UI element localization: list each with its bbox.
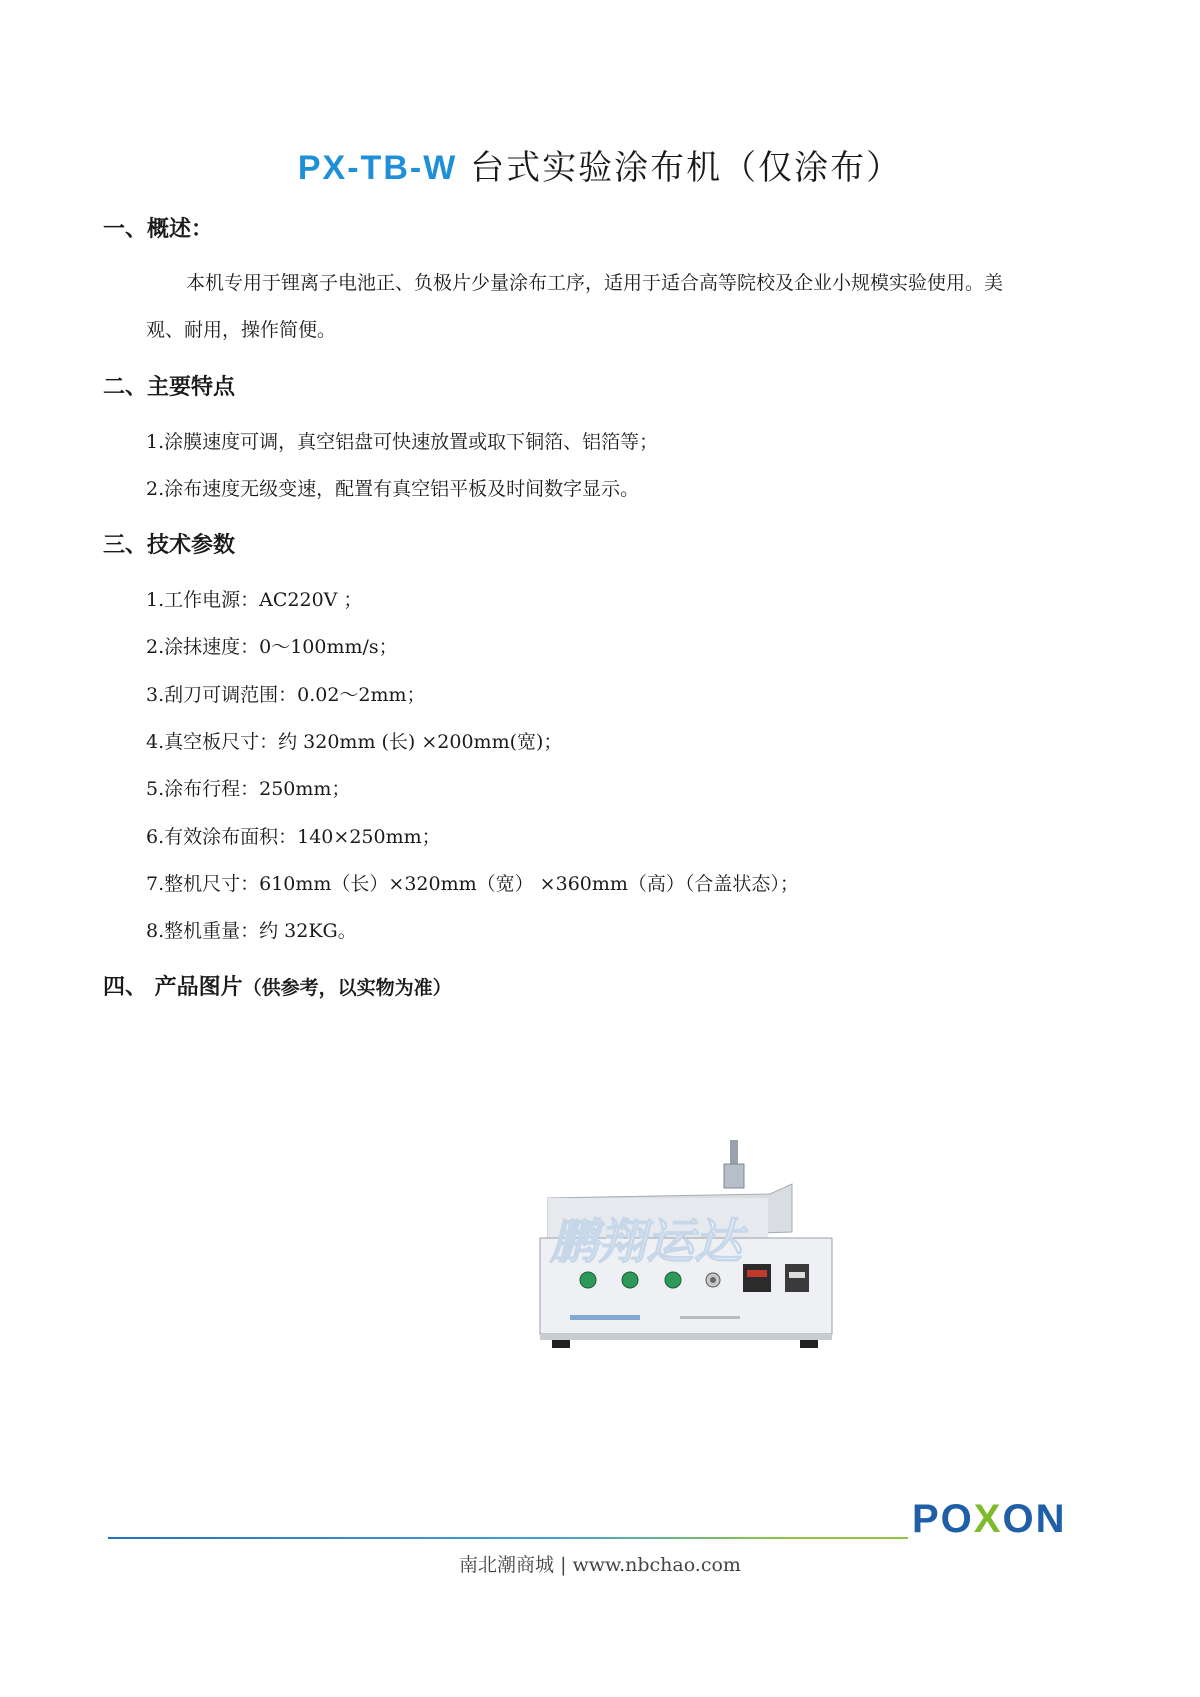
param-item: 5.涂布行程：250mm； xyxy=(146,778,351,800)
param-item: 3.刮刀可调范围：0.02～2mm； xyxy=(146,684,426,706)
param-item: 8.整机重量：约 32KG。 xyxy=(146,920,357,942)
footer-site-text: 南北潮商城 | www.nbchao.com xyxy=(459,1554,741,1576)
heading-photo xyxy=(103,970,452,1001)
model-number: PX-TB-W xyxy=(297,149,458,187)
heading-params: 三、技术参数 xyxy=(103,533,236,558)
param-item: 1.工作电源：AC220V ； xyxy=(146,589,363,611)
feature-item: 1.涂膜速度可调，真空铝盘可快速放置或取下铜箔、铝箔等； xyxy=(146,431,659,453)
param-item: 7.整机尺寸：610mm（长）×320mm（宽） ×360mm（高）（合盖状态）； xyxy=(146,873,799,895)
heading-photo-note: （供参考，以实物为准） xyxy=(242,977,452,999)
heading-features: 二、主要特点 xyxy=(103,375,236,400)
heading-photo-main: 四、 产品图片 xyxy=(103,975,243,1000)
overview-line-1: 本机专用于锂离子电池正、负极片少量涂布工序，适用于适合高等院校及企业小规模实验使用。美 xyxy=(186,272,1004,294)
watermark-text: 鹏翔运达 xyxy=(550,1214,743,1270)
document-title xyxy=(0,140,1200,189)
feature-item: 2.涂布速度无级变速，配置有真空铝平板及时间数字显示。 xyxy=(146,478,640,500)
product-photo xyxy=(530,1140,840,1350)
overview-line-2: 观、耐用，操作简便。 xyxy=(146,319,337,341)
poxon-logo: POXON xyxy=(912,1497,1067,1541)
product-name: 台式实验涂布机（仅涂布） xyxy=(470,148,903,188)
param-item: 6.有效涂布面积：140×250mm； xyxy=(146,826,441,848)
param-item: 2.涂抹速度：0～100mm/s； xyxy=(146,636,398,658)
param-item: 4.真空板尺寸：约 320mm (长) ×200mm(宽)； xyxy=(146,731,563,753)
heading-overview: 一、概述： xyxy=(103,217,214,242)
footer-divider xyxy=(108,1537,908,1539)
